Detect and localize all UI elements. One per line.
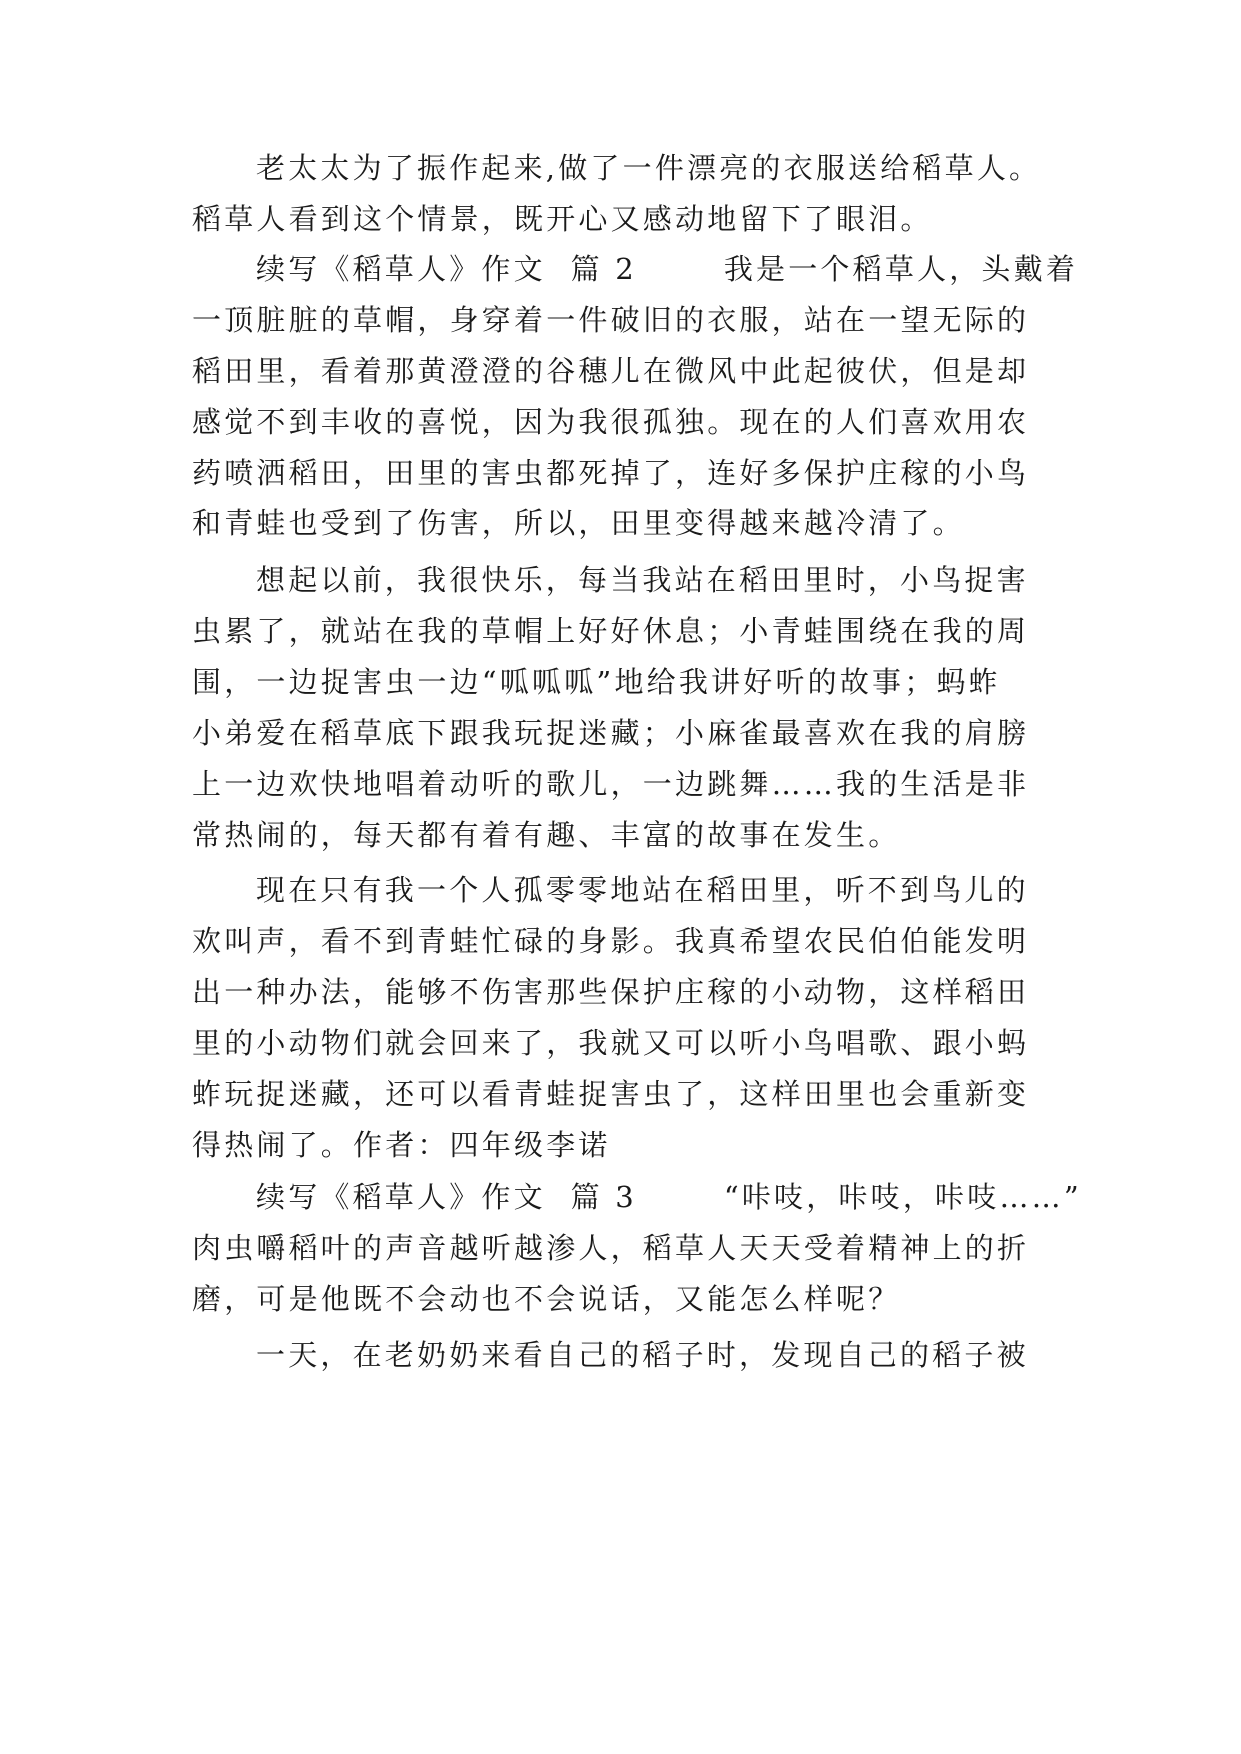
section-heading-line: 续写《稻草人》作文 篇 2 我是一个稻草人，头戴着: [256, 252, 1079, 286]
text-line: 蚱玩捉迷藏，还可以看青蛙捉害虫了，这样田里也会重新变: [192, 1077, 1030, 1111]
text-line: 肉虫嚼稻叶的声音越听越渗人，稻草人天天受着精神上的折: [192, 1231, 1030, 1265]
text-line: 上一边欢快地唱着动听的歌儿，一边跳舞……我的生活是非: [192, 767, 1030, 801]
text-line: 稻草人看到这个情景，既开心又感动地留下了眼泪。: [192, 202, 933, 236]
text-line: 一天，在老奶奶来看自己的稻子时，发现自己的稻子被: [256, 1338, 1029, 1372]
text-line: 现在只有我一个人孤零零地站在稻田里，听不到鸟儿的: [256, 873, 1029, 907]
text-line: 磨，可是他既不会动也不会说话，又能怎么样呢？: [192, 1282, 901, 1316]
text-line: 里的小动物们就会回来了，我就又可以听小鸟唱歌、跟小蚂: [192, 1026, 1030, 1060]
text-line: 老太太为了振作起来,做了一件漂亮的衣服送给稻草人。: [256, 151, 1042, 185]
text-line: 小弟爱在稻草底下跟我玩捉迷藏；小麻雀最喜欢在我的肩膀: [192, 716, 1030, 750]
text-line: 稻田里，看着那黄澄澄的谷穗儿在微风中此起彼伏，但是却: [192, 354, 1030, 388]
text-line: 欢叫声，看不到青蛙忙碌的身影。我真希望农民伯伯能发明: [192, 924, 1030, 958]
text-line: 围，一边捉害虫一边“呱呱呱”地给我讲好听的故事；蚂蚱: [192, 665, 1001, 699]
text-line: 和青蛙也受到了伤害，所以，田里变得越来越冷清了。: [192, 506, 965, 540]
text-line: 一顶脏脏的草帽，身穿着一件破旧的衣服，站在一望无际的: [192, 303, 1030, 337]
section-heading-line: 续写《稻草人》作文 篇 3 “咔吱，咔吱，咔吱……”: [256, 1180, 1082, 1214]
text-line: 想起以前，我很快乐，每当我站在稻田里时，小鸟捉害: [256, 563, 1029, 597]
text-line: 出一种办法，能够不伤害那些保护庄稼的小动物，这样稻田: [192, 975, 1030, 1009]
text-line: 药喷洒稻田，田里的害虫都死掉了，连好多保护庄稼的小鸟: [192, 456, 1030, 490]
text-line: 虫累了，就站在我的草帽上好好休息；小青蛙围绕在我的周: [192, 614, 1030, 648]
text-line: 感觉不到丰收的喜悦，因为我很孤独。现在的人们喜欢用农: [192, 405, 1030, 439]
text-line: 常热闹的，每天都有着有趣、丰富的故事在发生。: [192, 818, 901, 852]
text-line: 得热闹了。作者：四年级李诺: [192, 1128, 611, 1162]
